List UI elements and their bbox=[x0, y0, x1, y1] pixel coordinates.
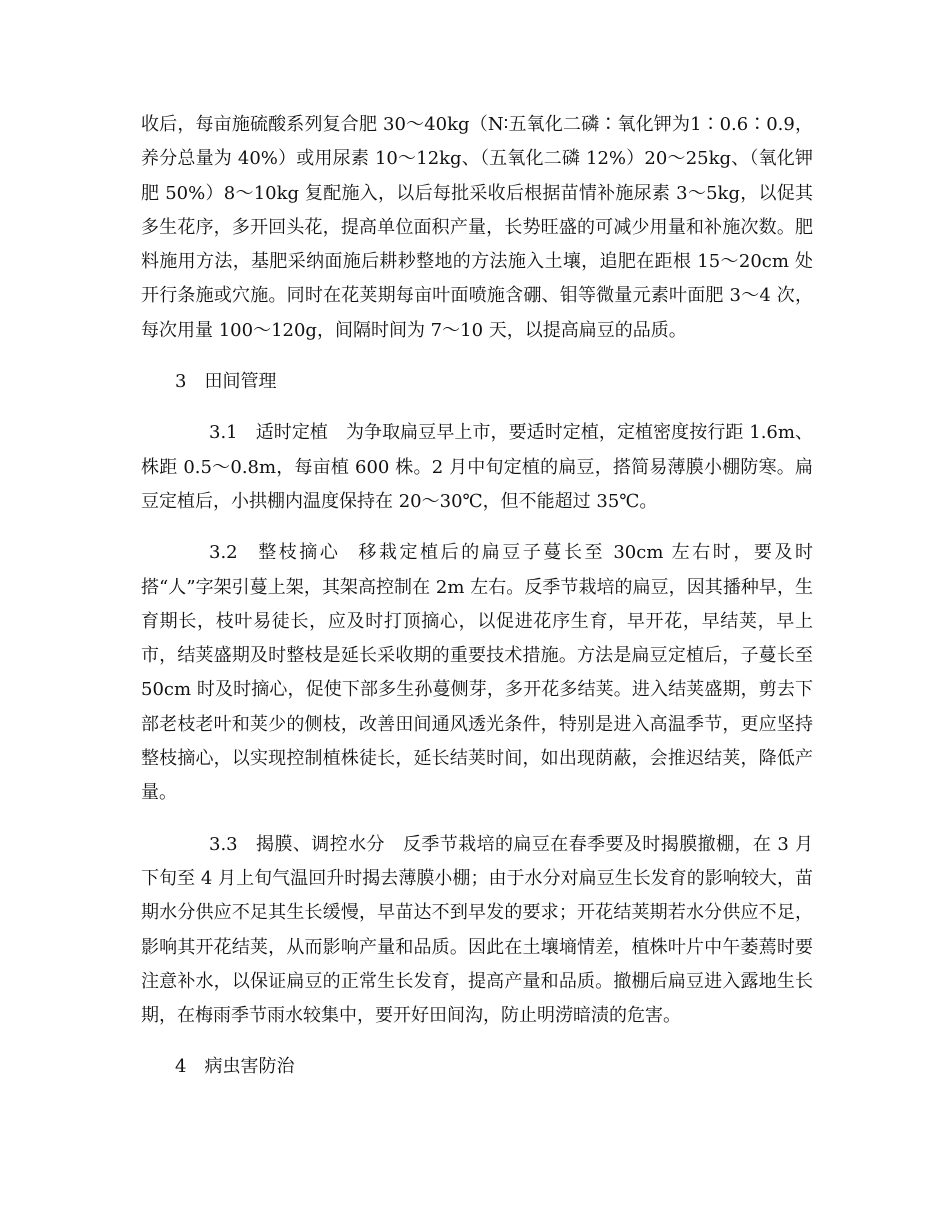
subsection-3-1-paragraph bbox=[141, 416, 813, 519]
subsection-3-3-number: 3.3 bbox=[209, 833, 238, 855]
section-3-title: 田间管理 bbox=[204, 371, 277, 393]
subsection-3-2-title: 整枝摘心 bbox=[255, 542, 341, 564]
section-3-heading bbox=[141, 365, 813, 399]
document-body bbox=[141, 108, 813, 1102]
subsection-3-2-paragraph bbox=[141, 536, 813, 810]
section-4-heading bbox=[141, 1050, 813, 1084]
section-3-number: 3 bbox=[175, 371, 187, 393]
subsection-3-1-number: 3.1 bbox=[209, 422, 238, 444]
subsection-3-3-title: 揭膜、调控水分 bbox=[255, 833, 385, 855]
section-4-number: 4 bbox=[175, 1056, 187, 1078]
subsection-3-3-paragraph bbox=[141, 828, 813, 1034]
subsection-3-1-text: 为争取扁豆早上市，要适时定植，定植密度按行距 1.6m、株距 0.5～0.8m，每亩植 600 株。2 月中旬定植的扁豆，搭简易薄膜小棚防寒。扁豆定植后，小拱棚内温度保持在 20～30℃，但不能超过 35℃。 bbox=[141, 422, 814, 512]
subsection-3-2-text: 移栽定植后的扁豆子蔓长至 30cm 左右时，要及时搭“人”字架引蔓上架，其架高控制在 2m 左右。反季节栽培的扁豆，因其播种早，生育期长，枝叶易徒长，应及时打顶摘心，以促进花序生育，早开花，早结荚，早上市，结荚盛期及时整枝是延长采收期的重要技术措施。方法是扁豆定植后，子蔓长至 50cm 时及时摘心，促使下部多生孙蔓侧芽，多开花多结荚。进入结荚盛期，剪去下部老枝老叶和荚少的侧枝，改善田间通风透光条件，特别是进入高温季节，更应坚持整枝摘心，以实现控制植株徒长，延长结荚时间，如出现荫蔽，会推迟结荚，降低产量。 bbox=[141, 542, 814, 804]
subsection-3-2-number: 3.2 bbox=[209, 542, 238, 564]
subsection-3-1-title: 适时定植 bbox=[255, 422, 328, 444]
subsection-3-3-text: 反季节栽培的扁豆在春季要及时揭膜撤棚，在 3 月下旬至 4 月上旬气温回升时揭去薄膜小棚；由于水分对扁豆生长发育的影响较大，苗期水分供应不足其生长缓慢，早苗达不到早发的要求；开花结荚期若水分供应不足，影响其开花结荚，从而影响产量和品质。因此在土壤墒情差，植株叶片中午萎蔫时要注意补水，以保证扁豆的正常生长发育，提高产量和品质。撤棚后扁豆进入露地生长期，在梅雨季节雨水较集中，要开好田间沟，防止明涝暗渍的危害。 bbox=[141, 833, 813, 1027]
fertilizer-paragraph: 收后，每亩施硫酸系列复合肥 30～40kg（N∶五氧化二磷∶氧化钾为1∶0.6∶0.9，养分总量为 40%）或用尿素 10～12kg、（五氧化二磷 12%）20～25kg、（氧化钾肥 50%）8～10kg 复配施入，以后每批采收后根据苗情补施尿素 3～5kg，以促其多生花序，多开回头花，提高单位面积产量，长势旺盛的可减少用量和补施次数。肥料施用方法，基肥采纳面施后耕耖整地的方法施入土壤，追肥在距根 15～20cm 处开行条施或穴施。同时在花荚期每亩叶面喷施含硼、钼等微量元素叶面肥 3～4 次，每次用量 100～120g，间隔时间为 7～10 天，以提高扁豆的品质。 bbox=[141, 114, 813, 341]
section-4-title: 病虫害防治 bbox=[204, 1056, 295, 1078]
